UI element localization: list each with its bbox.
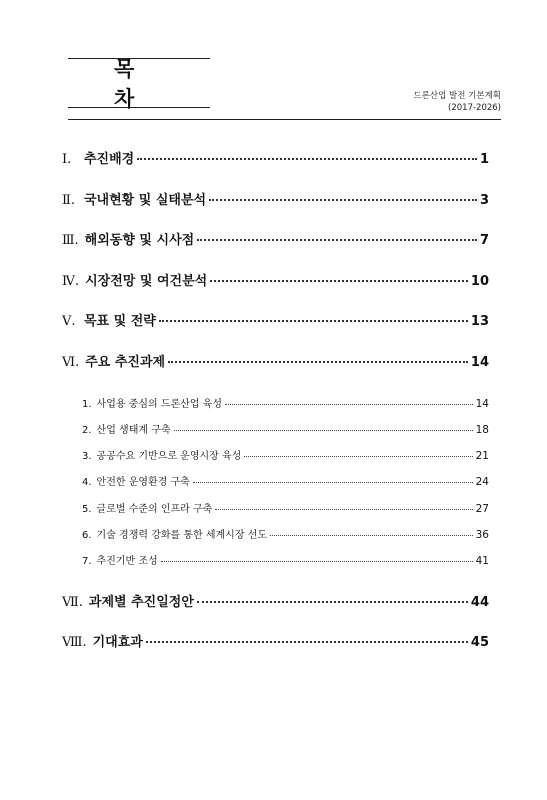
header-rule [68, 119, 501, 120]
page-number: 24 [475, 476, 489, 489]
section-title: 목표 및 전략 [84, 314, 156, 330]
toc-entry-subsection-4[interactable] [82, 473, 489, 499]
subsection-title: 공공수요 기반으로 운영시장 육성 [96, 451, 242, 463]
dot-leader [197, 239, 477, 241]
section-title: 기대효과 [92, 635, 143, 651]
dot-leader [159, 320, 468, 322]
dot-leader [209, 199, 477, 201]
toc-entry-subsection-2[interactable] [82, 421, 489, 447]
toc-entry-section-7[interactable] [62, 591, 489, 632]
page-number: 14 [475, 397, 489, 410]
dot-leader [161, 561, 473, 562]
section-numeral: Ⅲ. [62, 233, 79, 249]
page-number: 44 [470, 594, 489, 610]
page-number: 41 [475, 555, 489, 568]
subsection-number: 1. [82, 398, 92, 410]
dot-leader [270, 535, 473, 536]
dot-leader [244, 456, 472, 457]
toc-entry-subsection-1[interactable] [82, 395, 489, 421]
toc-entry-subsection-5[interactable] [82, 500, 489, 526]
dot-leader [210, 280, 468, 282]
document-period: (2017-2026) [448, 103, 501, 113]
page-number: 36 [475, 529, 489, 542]
subsection-title: 안전한 운영환경 구축 [96, 477, 190, 489]
subsection-number: 2. [82, 424, 92, 436]
page-number: 7 [479, 233, 489, 249]
section-title: 국내현황 및 실태분석 [84, 192, 207, 208]
section-numeral: Ⅶ. [62, 594, 83, 610]
toc-entry-section-2[interactable] [62, 189, 489, 230]
page-number: 18 [475, 423, 489, 436]
subsection-list [62, 392, 489, 591]
table-of-contents [62, 148, 489, 672]
toc-entry-section-6[interactable] [62, 351, 489, 392]
dot-leader [193, 482, 473, 483]
document-name: 드론산업 발전 기본계획 [413, 91, 501, 101]
section-numeral: Ⅱ. [62, 192, 75, 208]
page-number: 3 [479, 192, 489, 208]
section-title: 추진배경 [84, 152, 135, 167]
toc-entry-section-3[interactable] [62, 229, 489, 270]
subsection-title: 산업 생태계 구축 [96, 424, 171, 436]
page-number: 10 [470, 273, 489, 289]
section-numeral: Ⅳ. [62, 273, 80, 289]
dot-leader [146, 641, 468, 643]
toc-entry-section-4[interactable] [62, 270, 489, 311]
page-number: 21 [475, 450, 489, 463]
toc-entry-section-1[interactable] [62, 148, 489, 189]
subsection-number: 6. [82, 530, 92, 542]
toc-entry-subsection-3[interactable] [82, 447, 489, 473]
dot-leader [137, 158, 477, 160]
toc-entry-section-5[interactable] [62, 310, 489, 351]
section-title: 과제별 추진일정안 [88, 594, 194, 610]
subsection-number: 7. [82, 556, 92, 568]
subsection-number: 3. [82, 451, 92, 463]
subsection-title: 기술 경쟁력 강화를 통한 세계시장 선도 [96, 530, 268, 542]
dot-leader [174, 430, 473, 431]
section-numeral: Ⅵ. [62, 354, 80, 370]
subsection-title: 사업용 중심의 드론산업 육성 [96, 398, 223, 410]
section-title: 해외동향 및 시사점 [84, 233, 195, 249]
toc-title-block [68, 57, 210, 111]
page-number: 13 [470, 314, 489, 330]
subsection-title: 추진기반 조성 [96, 556, 158, 568]
section-numeral: Ⅰ. [62, 152, 72, 167]
section-title: 주요 추진과제 [85, 354, 166, 370]
page-number: 27 [475, 502, 489, 515]
section-numeral: Ⅴ. [62, 314, 76, 330]
subsection-number: 5. [82, 503, 92, 515]
page-number: 14 [470, 354, 489, 370]
document-meta [413, 90, 501, 114]
page-title: 목 차 [114, 57, 181, 111]
section-numeral: Ⅷ. [62, 635, 87, 651]
section-title: 시장전망 및 여건분석 [85, 273, 208, 289]
toc-entry-section-8[interactable] [62, 631, 489, 672]
dot-leader [215, 509, 472, 510]
page-number: 1 [479, 152, 489, 167]
dot-leader [168, 361, 468, 363]
subsection-number: 4. [82, 477, 92, 489]
dot-leader [225, 404, 473, 405]
toc-entry-subsection-7[interactable] [82, 552, 489, 578]
subsection-title: 글로벌 수준의 인프라 구축 [96, 503, 213, 515]
toc-entry-subsection-6[interactable] [82, 526, 489, 552]
dot-leader [197, 601, 468, 603]
page-number: 45 [470, 635, 489, 651]
